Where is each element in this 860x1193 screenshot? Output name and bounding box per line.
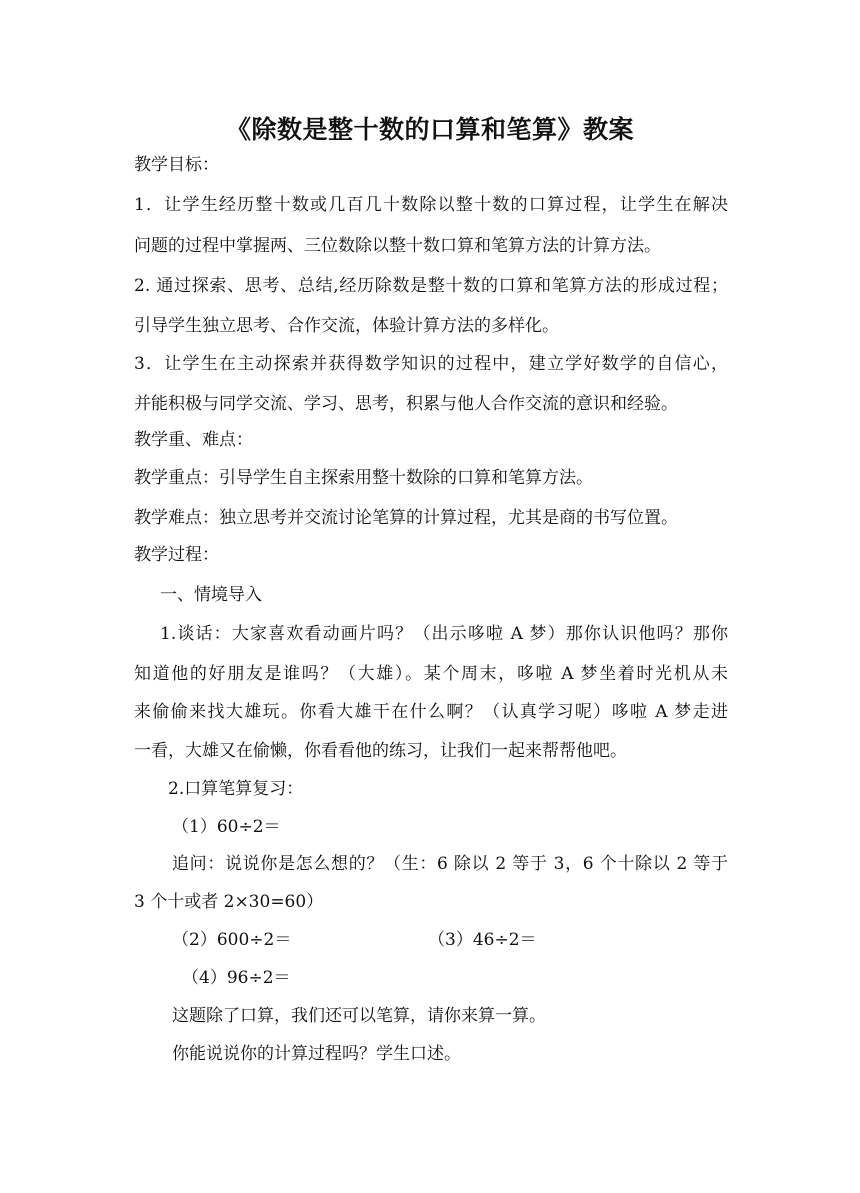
explain-process-prompt: 你能说说你的计算过程吗？学生口述。: [172, 1044, 461, 1064]
exercise-1: （1）60÷2＝: [172, 817, 281, 837]
exercise-2: （2）600÷2＝: [172, 930, 292, 950]
objective-3-line-1: 3．让学生在主动探索并获得数学知识的过程中，建立学好数学的自信心，: [134, 354, 728, 374]
objective-2-line-1: 2. 通过探索、思考、总结,经历除数是整十数的口算和笔算方法的形成过程；: [134, 276, 728, 296]
intro-paragraph-line-2: 知道他的好朋友是谁吗？（大雄）。某个周末，哆啦 A 梦坐着时光机从未: [134, 664, 728, 684]
intro-paragraph-line-1: 1.谈话：大家喜欢看动画片吗？（出示哆啦 A 梦）那你认识他吗？那你: [160, 624, 728, 644]
difficult-point-text: 教学难点：独立思考并交流讨论笔算的计算过程，尤其是商的书写位置。: [134, 508, 678, 528]
follow-up-question-line-1: 追问：说说你是怎么想的？（生：6 除以 2 等于 3，6 个十除以 2 等于: [172, 854, 728, 874]
intro-paragraph-line-3: 来偷偷来找大雄玩。你看大雄干在什么啊？（认真学习呢）哆啦 A 梦走进: [134, 702, 728, 722]
section-heading-process: 教学过程：: [134, 545, 219, 565]
objective-2-line-2: 引导学生独立思考、合作交流，体验计算方法的多样化。: [134, 316, 559, 336]
objective-1-line-1: 1．让学生经历整十数或几百几十数除以整十数的口算过程，让学生在解决: [134, 195, 728, 215]
section-heading-key-points: 教学重、难点：: [134, 430, 253, 450]
exercise-3: （3）46÷2＝: [428, 930, 537, 950]
key-point-text: 教学重点：引导学生自主探索用整十数除的口算和笔算方法。: [134, 468, 593, 488]
subsection-heading-intro: 一、情境导入: [160, 585, 262, 605]
written-calculation-prompt: 这题除了口算，我们还可以笔算，请你来算一算。: [172, 1006, 546, 1026]
objective-3-line-2: 并能积极与同学交流、学习、思考，积累与他人合作交流的意识和经验。: [134, 394, 678, 414]
intro-paragraph-line-4: 一看，大雄又在偷懒，你看看他的练习，让我们一起来帮帮他吧。: [134, 741, 627, 761]
objective-1-line-2: 问题的过程中掌握两、三位数除以整十数口算和笔算方法的计算方法。: [134, 236, 661, 256]
follow-up-question-line-2: 3 个十或者 2×30=60）: [134, 892, 324, 912]
section-heading-objectives: 教学目标：: [134, 155, 219, 175]
review-heading: 2.口算笔算复习：: [168, 779, 304, 799]
exercise-4: （4）96÷2＝: [182, 968, 291, 988]
document-title: 《除数是整十数的口算和笔算》教案: [225, 115, 634, 144]
